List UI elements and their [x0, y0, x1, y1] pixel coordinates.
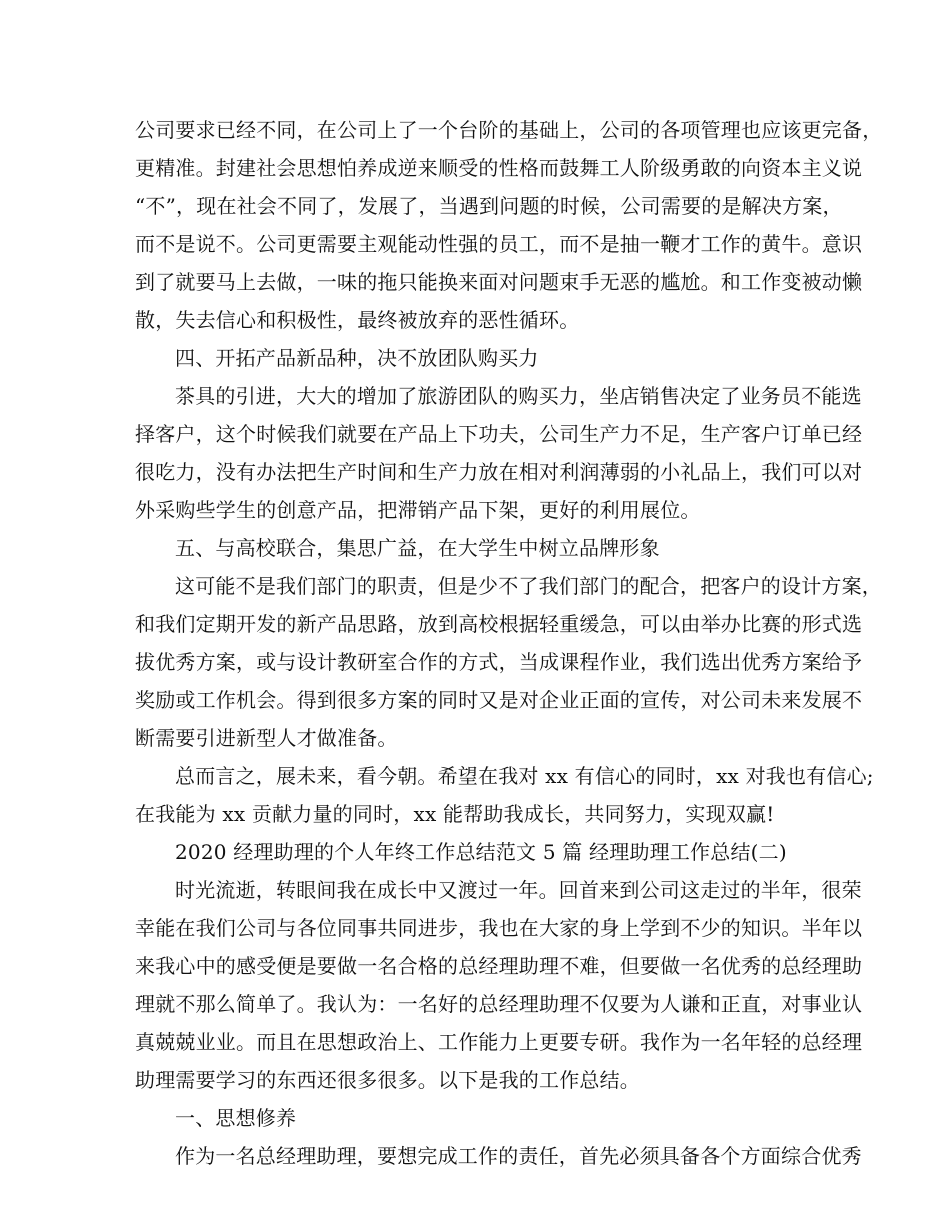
text-line: 理就不那么简单了。我认为：一名好的总经理助理不仅要为人谦和正直，对事业认	[135, 992, 863, 1016]
text-line: 助理需要学习的东西还很多很多。以下是我的工作总结。	[135, 1068, 640, 1092]
text-line: 真兢兢业业。而且在思想政治上、工作能力上更要专研。我作为一名年轻的总经理	[135, 1030, 863, 1054]
text-line: 公司要求已经不同，在公司上了一个台阶的基础上，公司的各项管理也应该更完备，	[135, 118, 883, 142]
text-line: 在我能为 xx 贡献力量的同时，xx 能帮助我成长，共同努力，实现双赢!	[135, 802, 775, 826]
text-line: 散，失去信心和积极性，最终被放弃的恶性循环。	[135, 308, 580, 332]
text-line: “不”，现在社会不同了，发展了，当遇到问题的时候，公司需要的是解决方案，	[135, 194, 843, 218]
document-subtitle: 2020 经理助理的个人年终工作总结范文 5 篇 经理助理工作总结(二)	[175, 840, 787, 864]
text-line: 外采购些学生的创意产品，把滞销产品下架，更好的利用展位。	[135, 498, 701, 522]
text-line: 作为一名总经理助理，要想完成工作的责任，首先必须具备各个方面综合优秀	[175, 1144, 862, 1168]
text-line: 更精准。封建社会思想怕养成逆来顺受的性格而鼓舞工人阶级勇敢的向资本主义说	[135, 156, 863, 180]
text-line: 奖励或工作机会。得到很多方案的同时又是对企业正面的宣传，对公司未来发展不	[135, 688, 863, 712]
section-heading: 四、开拓产品新品种，决不放团队购买力	[175, 346, 539, 370]
text-line: 这可能不是我们部门的职责，但是少不了我们部门的配合，把客户的设计方案，	[175, 574, 882, 598]
text-line: 而不是说不。公司更需要主观能动性强的员工，而不是抽一鞭才工作的黄牛。意识	[135, 232, 863, 256]
text-line: 断需要引进新型人才做准备。	[135, 726, 398, 750]
text-line: 到了就要马上去做，一味的拖只能换来面对问题束手无恶的尴尬。和工作变被动懒	[135, 270, 863, 294]
text-line: 拔优秀方案，或与设计教研室合作的方式，当成课程作业，我们选出优秀方案给予	[135, 650, 863, 674]
text-line: 和我们定期开发的新产品思路，放到高校根据轻重缓急，可以由举办比赛的形式选	[135, 612, 863, 636]
section-heading: 五、与高校联合，集思广益，在大学生中树立品牌形象	[175, 536, 660, 560]
text-line: 很吃力，没有办法把生产时间和生产力放在相对利润薄弱的小礼品上，我们可以对	[135, 460, 863, 484]
text-line: 择客户，这个时候我们就要在产品上下功夫，公司生产力不足，生产客户订单已经	[135, 422, 863, 446]
text-line: 时光流逝，转眼间我在成长中又渡过一年。回首来到公司这走过的半年，很荣	[175, 878, 862, 902]
text-line: 来我心中的感受便是要做一名合格的总经理助理不难，但要做一名优秀的总经理助	[135, 954, 863, 978]
section-heading: 一、思想修养	[175, 1106, 297, 1130]
text-line: 总而言之，展未来，看今朝。希望在我对 xx 有信心的同时，xx 对我也有信心;	[175, 764, 874, 788]
text-line: 幸能在我们公司与各位同事共同进步，我也在大家的身上学到不少的知识。半年以	[135, 916, 863, 940]
text-line: 茶具的引进，大大的增加了旅游团队的购买力，坐店销售决定了业务员不能选	[175, 384, 862, 408]
